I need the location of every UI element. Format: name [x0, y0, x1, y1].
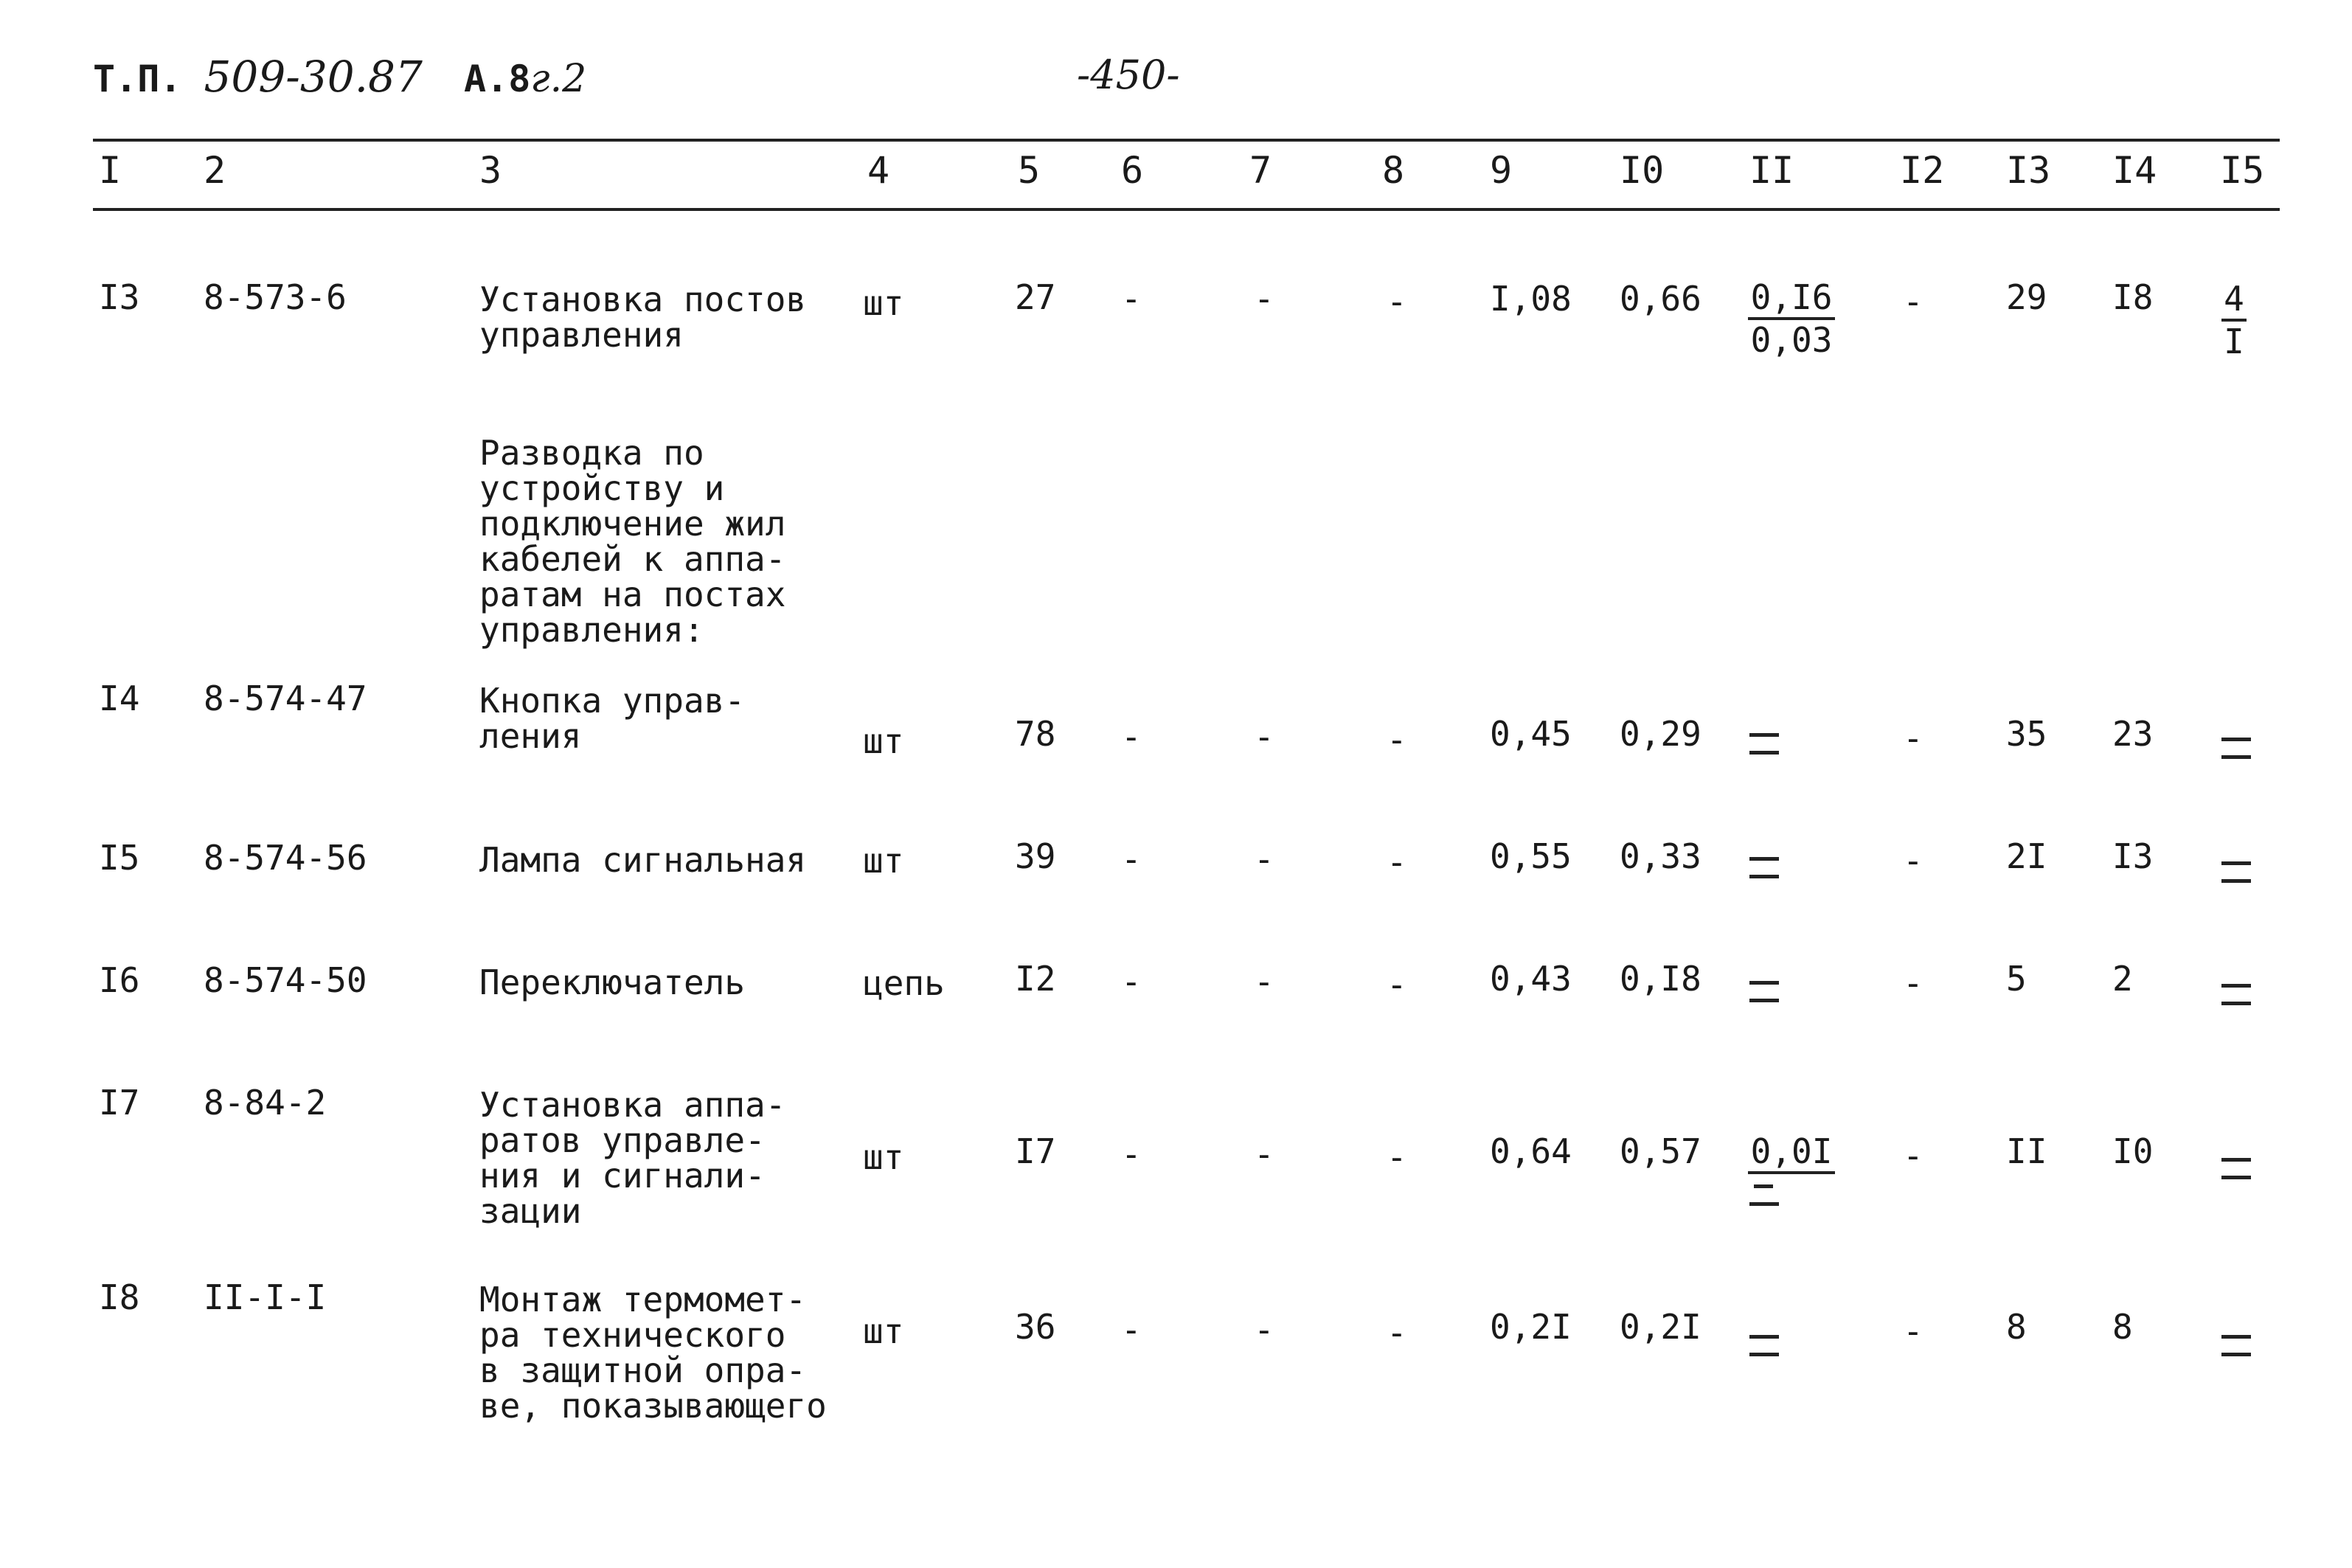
col13-value: II: [2006, 1131, 2047, 1171]
section-heading: Разводка по устройству и подключение жил кабелей к аппа- ратам на постах управления:: [479, 433, 786, 650]
norm-code: 8-574-56: [204, 838, 367, 878]
col9-value: 0,2I: [1490, 1307, 1572, 1347]
column-header: I4: [2112, 149, 2157, 192]
col10-value: 0,57: [1620, 1131, 1701, 1171]
col7-value: -: [1254, 839, 1274, 879]
row-number: I7: [99, 1083, 140, 1123]
col13-value: 35: [2006, 714, 2047, 754]
column-header: I5: [2220, 149, 2265, 192]
doc-album: А.8: [463, 58, 531, 100]
col7-value: -: [1254, 279, 1274, 319]
doc-part: г.2: [530, 57, 587, 101]
column-header: I2: [1900, 149, 1945, 192]
col15-numerator: 4: [2221, 280, 2247, 322]
column-header: I0: [1620, 149, 1665, 192]
col12-value: -: [1903, 1311, 1923, 1351]
column-header: 6: [1121, 149, 1144, 192]
unit: шт: [863, 1137, 904, 1177]
col6-value: -: [1121, 839, 1142, 879]
row-number: I5: [99, 838, 140, 878]
row-number: I6: [99, 960, 140, 1000]
work-name: Переключатель: [479, 962, 746, 1002]
col14-value: I3: [2112, 836, 2154, 876]
page-number: -450-: [1077, 52, 1180, 98]
col6-value: -: [1121, 1134, 1142, 1174]
quantity: 39: [1015, 836, 1056, 876]
unit: шт: [863, 1311, 904, 1351]
col15-denominator: I: [2224, 322, 2244, 361]
column-header: 8: [1382, 149, 1405, 192]
col14-value: 23: [2112, 714, 2154, 754]
column-header: II: [1749, 149, 1794, 192]
norm-code: 8-84-2: [204, 1083, 327, 1123]
work-name: Лампа сигнальная: [479, 840, 807, 880]
col6-value: -: [1121, 1310, 1142, 1350]
work-name: Установка аппа- ратов управле- ния и сигнали- зации: [479, 1085, 786, 1231]
col8-value: -: [1387, 842, 1407, 882]
col13-value: 29: [2006, 277, 2047, 317]
doc-number: 509-30.87: [204, 52, 423, 102]
column-header: 5: [1018, 149, 1041, 192]
col8-value: -: [1387, 282, 1407, 322]
unit: шт: [863, 841, 904, 881]
column-header: I: [99, 149, 122, 192]
norm-code: 8-573-6: [204, 277, 347, 317]
col11-denominator: 0,03: [1750, 320, 1833, 360]
col9-value: 0,64: [1490, 1131, 1572, 1171]
col6-value: -: [1121, 962, 1142, 1002]
col12-value: -: [1903, 1136, 1923, 1176]
column-header: 7: [1249, 149, 1272, 192]
col8-value: -: [1387, 1313, 1407, 1353]
ditto-mark: [2221, 1158, 2255, 1187]
ditto-mark: [1749, 857, 1783, 887]
col13-value: 5: [2006, 959, 2027, 999]
document-code: [93, 52, 586, 102]
column-header: 2: [204, 149, 226, 192]
col7-value: -: [1254, 1310, 1274, 1350]
ditto-mark: [2221, 861, 2255, 891]
col8-value: -: [1387, 1137, 1407, 1177]
col6-value: -: [1121, 717, 1142, 757]
col13-value: 2I: [2006, 836, 2047, 876]
col14-value: I0: [2112, 1131, 2154, 1171]
col10-value: 0,33: [1620, 836, 1701, 876]
unit: шт: [863, 283, 904, 323]
column-header: I3: [2006, 149, 2051, 192]
col14-value: 2: [2112, 959, 2133, 999]
norm-code: 8-574-50: [204, 960, 367, 1000]
norm-code: 8-574-47: [204, 679, 367, 718]
table-top-rule: [93, 139, 2280, 142]
ditto-mark: [2221, 1335, 2255, 1364]
ditto-mark: [1749, 733, 1783, 763]
col9-value: 0,45: [1490, 714, 1572, 754]
col14-value: I8: [2112, 277, 2154, 317]
work-name: Кнопка управ- ления: [479, 681, 746, 756]
col13-value: 8: [2006, 1307, 2027, 1347]
col12-value: -: [1903, 963, 1923, 1003]
header-bottom-rule: [93, 208, 2280, 211]
column-header: 3: [479, 149, 502, 192]
quantity: I7: [1015, 1131, 1056, 1171]
col6-value: -: [1121, 279, 1142, 319]
ditto-mark: [1749, 1184, 1783, 1192]
work-name: Монтаж термомет- ра технического в защитной опра- ве, показывающего: [479, 1280, 827, 1426]
col10-value: 0,66: [1620, 279, 1701, 319]
col10-value: 0,I8: [1620, 959, 1701, 999]
col12-value: -: [1903, 841, 1923, 881]
col9-value: 0,55: [1490, 836, 1572, 876]
ditto-mark: [1749, 981, 1783, 1010]
row-number: I8: [99, 1277, 140, 1317]
col12-value: -: [1903, 718, 1923, 758]
col11-numerator: 0,I6: [1748, 279, 1835, 320]
ditto-mark: [1749, 1335, 1783, 1379]
row-number: I3: [99, 277, 140, 317]
row-number: I4: [99, 679, 140, 718]
col8-value: -: [1387, 720, 1407, 760]
col10-value: 0,2I: [1620, 1307, 1701, 1347]
col15-fraction: [2221, 280, 2247, 360]
col7-value: -: [1254, 1134, 1274, 1174]
col11-fraction: [1748, 279, 1835, 358]
ditto-mark: [2221, 984, 2255, 1013]
quantity: 27: [1015, 277, 1056, 317]
col14-value: 8: [2112, 1307, 2133, 1347]
quantity: I2: [1015, 959, 1056, 999]
doc-prefix: Т.П.: [93, 58, 182, 100]
col12-value: -: [1903, 282, 1923, 322]
col8-value: -: [1387, 965, 1407, 1005]
unit: шт: [863, 721, 904, 761]
col11-numerator: 0,0I: [1748, 1133, 1835, 1174]
column-header: 4: [867, 149, 890, 192]
quantity: 36: [1015, 1307, 1056, 1347]
col10-value: 0,29: [1620, 714, 1701, 754]
col7-value: -: [1254, 717, 1274, 757]
norm-code: II-I-I: [204, 1277, 327, 1317]
ditto-mark: [2221, 738, 2255, 767]
col7-value: -: [1254, 962, 1274, 1002]
work-name: Установка постов управления: [479, 280, 807, 355]
col9-value: 0,43: [1490, 959, 1572, 999]
column-header: 9: [1490, 149, 1513, 192]
quantity: 78: [1015, 714, 1056, 754]
col11-fraction: [1748, 1133, 1835, 1174]
unit: цепь: [863, 963, 945, 1003]
col9-value: I,08: [1490, 279, 1572, 319]
